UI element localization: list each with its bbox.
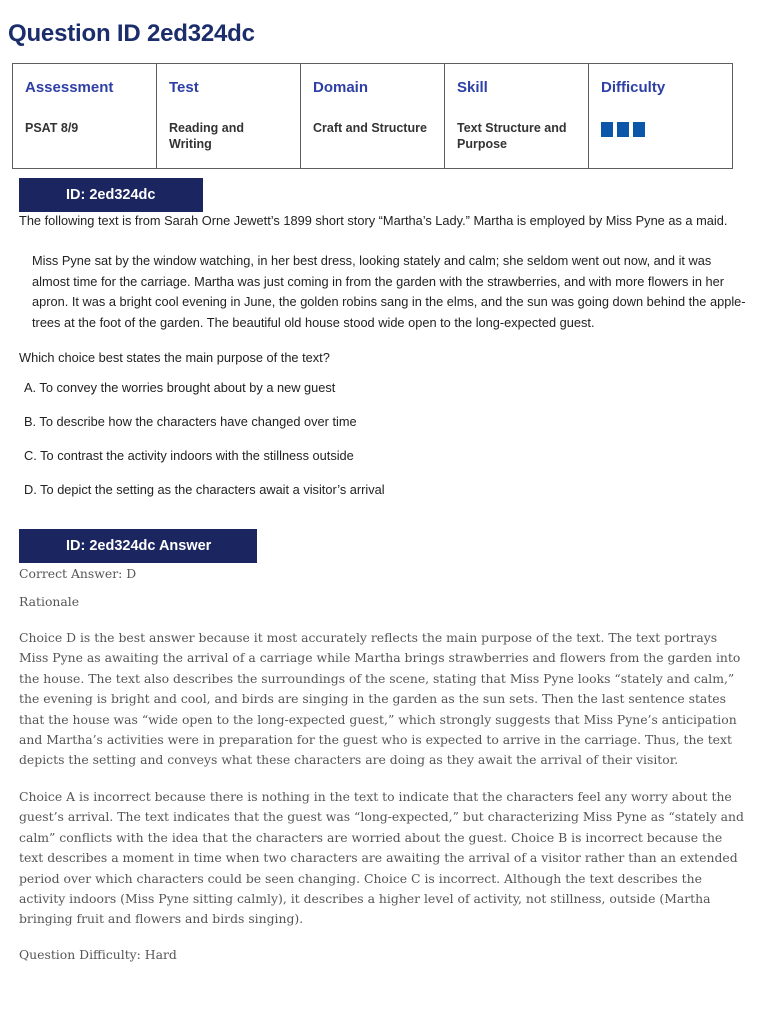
skill-cell (445, 64, 589, 169)
test-value: Reading and Writing (169, 121, 245, 151)
difficulty-bar (617, 122, 629, 137)
passage-intro: The following text is from Sarah Orne Jewett’s 1899 short story “Martha’s Lady.” Martha is employed by Miss Pyne as a maid. (19, 213, 728, 228)
difficulty-header: Difficulty (601, 79, 666, 96)
passage-text: Miss Pyne sat by the window watching, in her best dress, looking stately and calm; she seldom went out now, and it was almost time for the carriage. Martha was just coming in from the garden with the strawberries, and with more flowers in her apron. It was a bright cool evening in June, the golden robins sang in the elms, and the sun was going down behind the apple-trees at the foot of the garden. The beautiful old house stood wide open to the long-expected guest. (32, 253, 746, 330)
page-title: Question ID 2ed324dc (8, 20, 255, 47)
question-difficulty: Question Difficulty: Hard (19, 947, 177, 962)
correct-answer: Correct Answer: D (19, 566, 137, 581)
rationale-paragraph: Choice D is the best answer because it most accurately reflects the main purpose of the text. The text portrays Miss Pyne as awaiting the arrival of a carriage while Martha brings strawberries and flowers from the garden into the house. The text also describes the surroundings of the scene, stating that Miss Pyne looks “stately and calm,” the evening is bright and cool, and birds are singing in the garden as the sun sets. Then the last sentence states that the house was “wide open to the long-expected guest,” which strongly suggests that Miss Pyne’s anticipation and Martha’s activities were in preparation for the guest who is expected to arrive in the carriage. Thus, the text depicts the setting and conveys what these characters are doing as they await the arrival of their visitor. (19, 630, 741, 768)
answer-id-banner: ID: 2ed324dc Answer (19, 529, 257, 563)
rationale-label: Rationale (19, 594, 80, 609)
answer-choice-c[interactable]: C. To contrast the activity indoors with the stillness outside (24, 448, 354, 463)
rationale-paragraph: Choice A is incorrect because there is nothing in the text to indicate that the characters feel any worry about the guest’s arrival. The text indicates that the guest was “long-expected,” but characterizing Miss Pyne as “stately and calm” conflicts with the idea that the characters are worried about the guest. Choice B is incorrect because the text describes a moment in time when two characters are awaiting the arrival of a visitor rather than an extended period over which characters could be seen changing. Choice C is incorrect. Although the text describes the activity indoors (Miss Pyne sitting calmly), it describes a higher level of activity, not stillness, outside (Martha bringing fruit and flowers and birds singing). (19, 789, 744, 927)
domain-header: Domain (313, 79, 369, 96)
domain-cell (301, 64, 445, 169)
assessment-cell (13, 64, 157, 169)
difficulty-bar (633, 122, 645, 137)
answer-choice-d[interactable]: D. To depict the setting as the characters await a visitor’s arrival (24, 482, 385, 497)
difficulty-bar (601, 122, 613, 137)
question-id-banner: ID: 2ed324dc (19, 178, 203, 212)
assessment-header: Assessment (25, 79, 114, 96)
test-cell (157, 64, 301, 169)
answer-choice-a[interactable]: A. To convey the worries brought about by a new guest (24, 380, 336, 395)
test-header: Test (169, 79, 199, 96)
question-meta-table (12, 63, 733, 169)
difficulty-indicator (601, 122, 720, 137)
assessment-value: PSAT 8/9 (25, 121, 79, 135)
difficulty-cell (589, 64, 733, 169)
skill-value: Text Structure and Purpose (457, 121, 567, 151)
skill-header: Skill (457, 79, 488, 96)
answer-choice-b[interactable]: B. To describe how the characters have changed over time (24, 414, 357, 429)
domain-value: Craft and Structure (313, 121, 427, 135)
question-stem: Which choice best states the main purpose of the text? (19, 350, 330, 365)
